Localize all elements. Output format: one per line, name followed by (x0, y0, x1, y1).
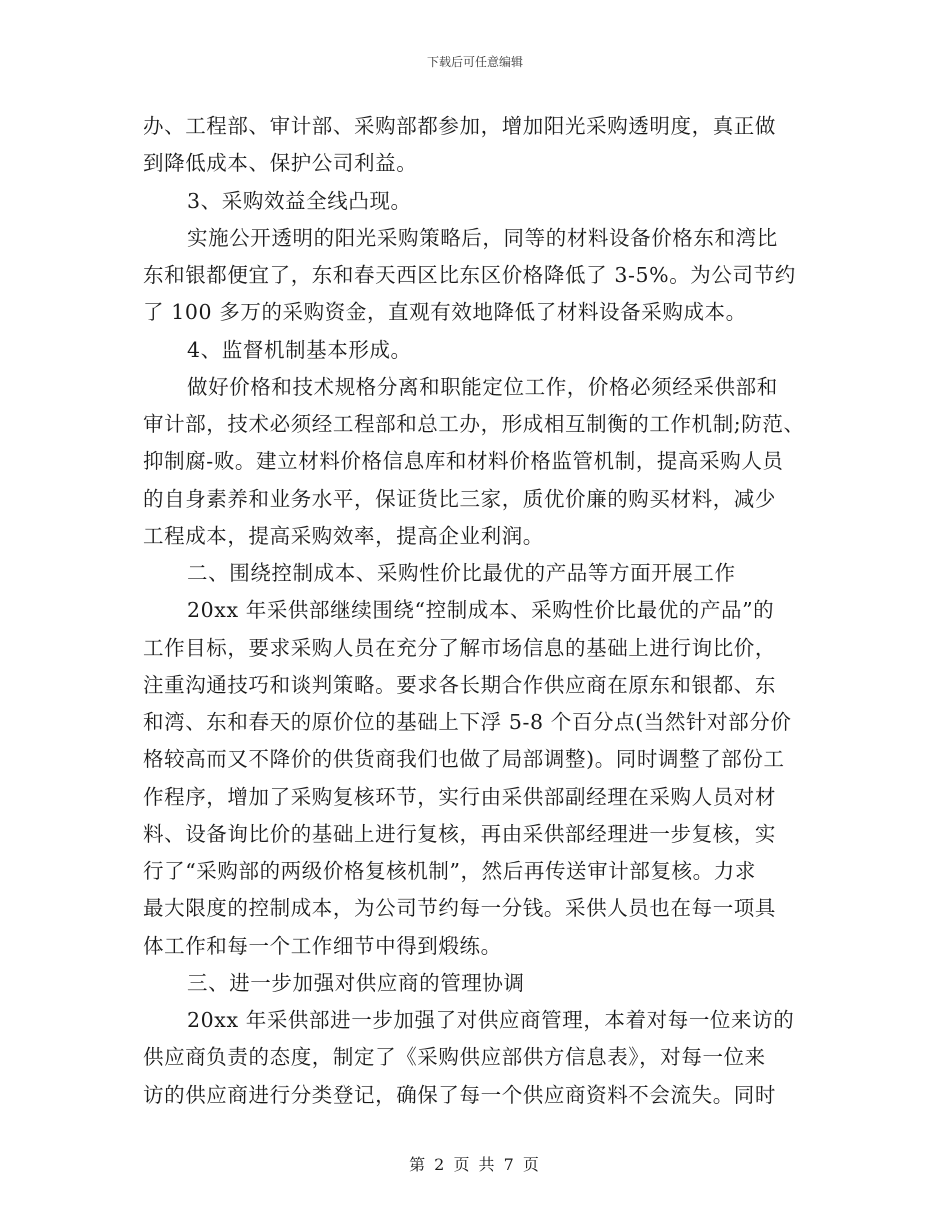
text-line: 3、采购效益全线凸现。 (187, 188, 412, 213)
text-line: 和湾、东和春天的原价位的基础上下浮 5-8 个百分点(当然针对部分价 (143, 710, 792, 734)
text-line: 东和银都便宜了，东和春天西区比东区价格降低了 3-5%。为公司节约 (143, 263, 796, 287)
text-line: 4、监督机制基本形成。 (187, 337, 412, 362)
text-line: 格较高而又不降价的供货商我们也做了局部调整)。同时调整了部份工 (143, 747, 785, 772)
text-line: 作程序，增加了采购复核环节，实行由采供部副经理在采购人员对材 (143, 784, 776, 809)
text-line: 二、围绕控制成本、采购性价比最优的产品等方面开展工作 (187, 561, 736, 585)
text-line: 抑制腐-败。建立材料价格信息库和材料价格监管机制，提高采购人员 (143, 449, 784, 474)
page-footer: 第 2 页 共 7 页 (409, 1155, 541, 1174)
text-line: 体工作和每一个工作细节中得到煅练。 (143, 933, 502, 958)
text-line: 注重沟通技巧和谈判策略。要求各长期合作供应商在原东和银都、东 (143, 672, 776, 697)
text-line: 办、工程部、审计部、采购部都参加，增加阳光采购透明度，真正做 (143, 114, 776, 138)
text-line: 20xx 年采供部继续围绕“控制成本、采购性价比最优的产品”的 (187, 598, 775, 623)
text-line: 实施公开透明的阳光采购策略后，同等的材料设备价格东和湾比 (187, 225, 778, 250)
text-line: 料、设备询比价的基础上进行复核，再由采供部经理进一步复核，实 (143, 821, 776, 846)
text-line: 行了“采购部的两级价格复核机制”，然后再传送审计部复核。力求 (143, 859, 756, 883)
text-line: 三、进一步加强对供应商的管理协调 (187, 970, 525, 995)
text-line: 到降低成本、保护公司利益。 (143, 151, 418, 176)
text-line: 做好价格和技术规格分离和职能定位工作，价格必须经采供部和 (187, 374, 778, 399)
text-line: 供应商负责的态度，制定了《采购供应部供方信息表》，对每一位来 (143, 1045, 766, 1070)
document-body (143, 108, 823, 1114)
text-line: 访的供应商进行分类登记，确保了每一个供应商资料不会流失。同时 (143, 1082, 776, 1107)
text-line: 工作目标，要求采购人员在充分了解市场信息的基础上进行询比价， (143, 635, 776, 660)
text-line: 审计部，技术必须经工程部和总工办，形成相互制衡的工作机制;防范、 (143, 412, 805, 436)
page-header: 下载后可任意编辑 (426, 55, 523, 69)
text-line: 工程成本，提高采购效率，提高企业利润。 (143, 523, 544, 548)
text-line: 的自身素养和业务水平，保证货比三家，质优价廉的购买材料，减少 (143, 486, 776, 511)
text-line: 了 100 多万的采购资金，直观有效地降低了材料设备采购成本。 (143, 300, 747, 325)
text-line: 最大限度的控制成本，为公司节约每一分钱。采供人员也在每一项具 (143, 896, 776, 921)
text-line: 20xx 年采供部进一步加强了对供应商管理，本着对每一位来访的 (187, 1008, 795, 1032)
